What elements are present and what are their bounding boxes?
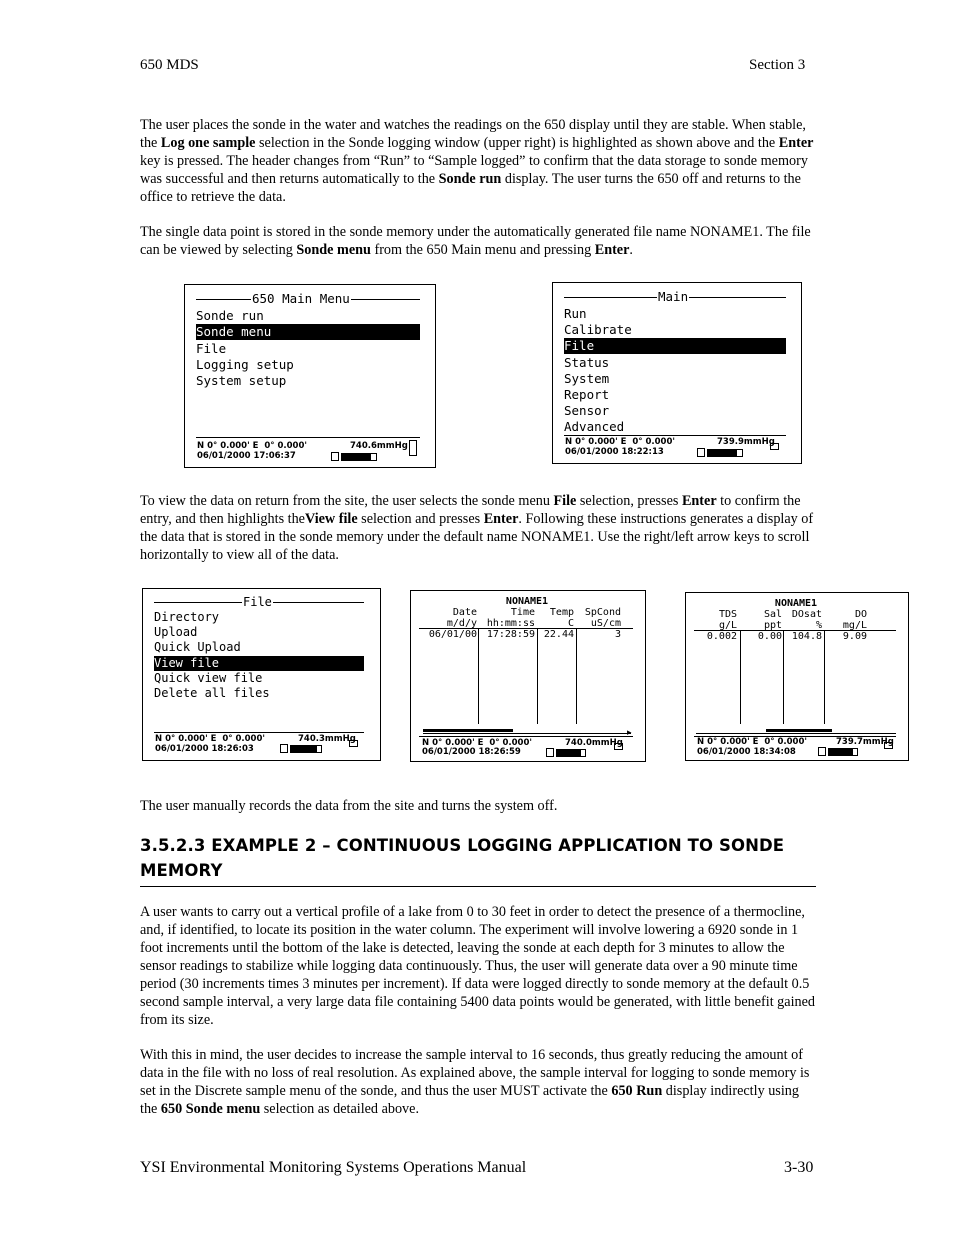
date-time-readout: 06/01/2000 18:22:13 xyxy=(565,447,664,457)
menu-item-sensor[interactable]: Sensor xyxy=(564,403,610,418)
battery-icon xyxy=(546,748,554,757)
paragraph-manual-record: The user manually records the data from the site and turns the system off. xyxy=(140,798,558,814)
screen-file-menu xyxy=(142,588,381,761)
screen-title: 650 Main Menu xyxy=(252,291,350,306)
status-separator xyxy=(154,732,364,733)
pressure-readout: 740.6mmHg xyxy=(350,441,408,451)
date-time-readout: 06/01/2000 18:26:03 xyxy=(155,744,254,754)
cell-dosat: 104.8 xyxy=(791,631,822,642)
page-number: 3-30 xyxy=(784,1159,814,1176)
menu-item-sonde-menu[interactable]: Sonde menu xyxy=(196,324,420,340)
screen-title-bar xyxy=(154,595,364,609)
backlight-icon xyxy=(614,743,623,750)
menu-item-report[interactable]: Report xyxy=(564,387,610,402)
cell-tds: 0.002 xyxy=(706,631,737,642)
screen-title: File xyxy=(243,595,272,609)
battery-level-bar xyxy=(556,749,586,757)
menu-item-run[interactable]: Run xyxy=(564,306,587,321)
file-name-title: NONAME1 xyxy=(505,596,549,607)
battery-icon xyxy=(697,448,705,457)
menu-item-system[interactable]: System xyxy=(564,371,610,386)
battery-level-bar xyxy=(341,453,377,461)
column-divider xyxy=(740,630,741,724)
status-separator xyxy=(564,435,786,436)
paragraph-view-file: To view the data on return from the site, the user selects the sonde menu File selection, presses Enter to confirm the entry, and then highlights theView file selection and presses Enter. Following these instructions generates a display of the data that is stored in the sonde memory under the default name NONAME1. Use the right/left arrow keys to scroll horizontally to view all of the data. xyxy=(140,493,814,563)
column-divider xyxy=(478,628,479,724)
backlight-icon xyxy=(349,740,358,747)
screen-sonde-main xyxy=(552,282,802,464)
pressure-readout: 740.3mmHg xyxy=(298,734,356,744)
battery-level-bar xyxy=(707,449,743,457)
col-header-tds: TDS xyxy=(718,609,737,620)
pressure-readout: 739.9mmHg xyxy=(717,437,775,447)
menu-item-delete-all-files[interactable]: Delete all files xyxy=(154,686,270,700)
scroll-right-arrow-icon[interactable]: ▸ xyxy=(627,728,632,738)
menu-item-logging-setup[interactable]: Logging setup xyxy=(196,357,294,372)
menu-item-quick-view-file[interactable]: Quick view file xyxy=(154,671,263,685)
menu-item-system-setup[interactable]: System setup xyxy=(196,373,287,388)
menu-item-quick-upload[interactable]: Quick Upload xyxy=(154,640,241,654)
gps-readout: N 0° 0.000' E 0° 0.000' xyxy=(565,437,675,447)
scrollbar-thumb[interactable] xyxy=(766,729,832,732)
screen-title: Main xyxy=(658,289,689,304)
paragraph-noname1: The single data point is stored in the sonde memory under the automatically generated file name NONAME1. The file can be viewed by selecting Sonde menu from the 650 Main menu and pressing Enter. xyxy=(140,224,811,258)
menu-item-status[interactable]: Status xyxy=(564,355,610,370)
battery-level-bar xyxy=(290,745,322,753)
cell-time: 17:28:59 xyxy=(486,629,535,640)
col-unit-time: hh:mm:ss xyxy=(486,618,535,629)
menu-item-file[interactable]: File xyxy=(564,338,786,354)
column-divider xyxy=(783,630,784,724)
menu-item-file[interactable]: File xyxy=(196,341,227,356)
col-unit-date: m/d/y xyxy=(446,618,477,629)
screen-title-bar xyxy=(564,290,786,304)
gps-readout: N 0° 0.000' E 0° 0.000' xyxy=(697,737,807,747)
col-unit-temp: C xyxy=(567,618,574,629)
section-heading: 3.5.2.3 EXAMPLE 2 – CONTINUOUS LOGGING APPLICATION TO SONDE MEMORY xyxy=(140,833,816,887)
col-unit-spcond: uS/cm xyxy=(590,618,621,629)
col-header-temp: Temp xyxy=(549,607,574,618)
cell-sal: 0.00 xyxy=(757,631,782,642)
page-footer-left: YSI Environmental Monitoring Systems Operations Manual xyxy=(140,1159,527,1176)
col-header-sal: Sal xyxy=(763,609,782,620)
gps-readout: N 0° 0.000' E 0° 0.000' xyxy=(155,734,265,744)
column-divider xyxy=(824,630,825,724)
cell-do: 9.09 xyxy=(842,631,867,642)
paragraph-log-one-sample: The user places the sonde in the water and watches the readings on the 650 display until they are stable. When stable, the Log one sample selection in the Sonde logging window (upper right) is highlighted as shown above and the Enter key is pressed. The header changes from “Run” to “Sample logged” to confirm that the data storage to sonde memory was successful and then returns automatically to the Sonde run display. The user turns the 650 off and returns to the office to retrieve the data. xyxy=(140,117,814,205)
status-separator xyxy=(419,736,633,737)
page-header-right: Section 3 xyxy=(749,57,806,73)
battery-icon xyxy=(331,452,339,461)
menu-item-sonde-run[interactable]: Sonde run xyxy=(196,308,264,323)
column-divider xyxy=(576,628,577,724)
cell-temp: 22.44 xyxy=(543,629,574,640)
pressure-readout: 740.0mmHg xyxy=(565,738,623,748)
screen-title-bar xyxy=(196,292,420,306)
menu-item-upload[interactable]: Upload xyxy=(154,625,198,639)
col-unit-sal: ppt xyxy=(763,620,782,631)
col-unit-do: mg/L xyxy=(842,620,867,631)
menu-item-calibrate[interactable]: Calibrate xyxy=(564,322,632,337)
col-header-dosat: DOsat xyxy=(791,609,822,620)
backlight-icon xyxy=(884,742,893,749)
battery-icon xyxy=(280,744,288,753)
col-unit-dosat: % xyxy=(815,620,822,631)
paragraph-vertical-profile: A user wants to carry out a vertical profile of a lake from 0 to 30 feet in order to detect the presence of a thermocline, and, if identified, to locate its position in the water column. The experiment will involve lowering a 6920 sonde in 1 foot increments until the bottom of the lake is detected, leaving the sonde at each depth for 3 minutes to allow the sensor readings to stabilize while logging data continuously. Thus, the user will generate data over a 90 minute time period (30 increments times 3 minutes per increment). If data were logged directly to sonde memory at the default 0.5 second sample interval, a very large data file containing 5400 data points would be generated, with little benefit gained from its size. xyxy=(140,904,816,1028)
date-time-readout: 06/01/2000 18:34:08 xyxy=(697,747,796,757)
screen-view-file-2 xyxy=(685,592,909,761)
pressure-readout: 739.7mmHg xyxy=(836,737,894,747)
col-header-time: Time xyxy=(510,607,535,618)
horizontal-scrollbar[interactable] xyxy=(696,733,896,734)
date-time-readout: 06/01/2000 17:06:37 xyxy=(197,451,296,461)
col-unit-tds: g/L xyxy=(718,620,737,631)
date-time-readout: 06/01/2000 18:26:59 xyxy=(422,747,521,757)
menu-item-view-file[interactable]: View file xyxy=(154,656,364,671)
cell-spcond: 3 xyxy=(614,629,621,640)
column-divider xyxy=(537,628,538,724)
cell-date: 06/01/00 xyxy=(428,629,477,640)
page-header-left: 650 MDS xyxy=(140,57,199,73)
file-name-title: NONAME1 xyxy=(774,598,818,609)
gps-readout: N 0° 0.000' E 0° 0.000' xyxy=(197,441,307,451)
paragraph-sample-interval: With this in mind, the user decides to increase the sample interval to 16 seconds, thus greatly reducing the amount of data in the file with no loss of real resolution. As explained above, the sample interval for logging to sonde memory is set in the Discrete sample menu of the sonde, and thus the user MUST activate the 650 Run display indirectly using the 650 Sonde menu selection as detailed above. xyxy=(140,1047,810,1117)
col-header-date: Date xyxy=(452,607,477,618)
gps-readout: N 0° 0.000' E 0° 0.000' xyxy=(422,738,532,748)
menu-item-advanced[interactable]: Advanced xyxy=(564,419,625,434)
battery-icon xyxy=(818,747,826,756)
battery-level-bar xyxy=(828,748,858,756)
horizontal-scrollbar[interactable] xyxy=(423,733,631,734)
screen-view-file-1 xyxy=(410,590,646,762)
menu-item-directory[interactable]: Directory xyxy=(154,610,220,624)
backlight-icon xyxy=(409,440,417,456)
screen-650-main-menu xyxy=(184,284,436,468)
col-header-do: DO xyxy=(854,609,867,620)
scrollbar-thumb[interactable] xyxy=(423,729,513,732)
backlight-icon xyxy=(770,443,779,450)
col-header-spcond: SpCond xyxy=(584,607,621,618)
status-separator xyxy=(196,437,420,438)
